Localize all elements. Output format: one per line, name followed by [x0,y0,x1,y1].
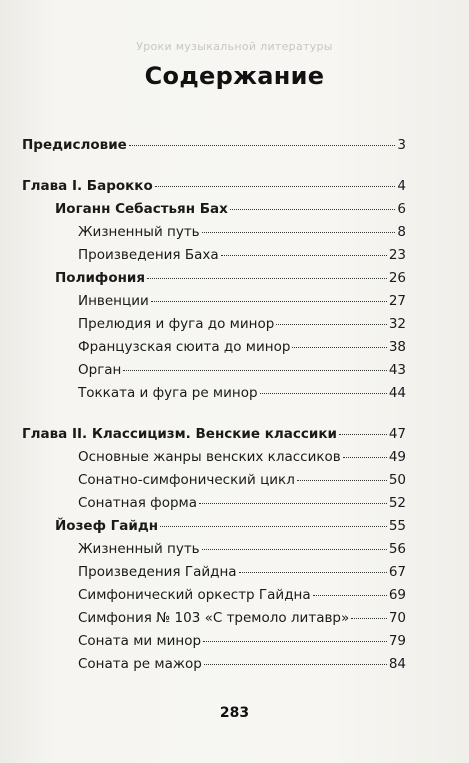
toc-entry-page: 69 [388,587,406,603]
toc-entry-label: Прелюдия и фуга до минор [78,316,275,332]
toc-entry-page: 70 [388,610,406,626]
toc-entry-haydn[interactable] [55,517,406,535]
toc-entry-preface[interactable] [22,136,406,154]
toc-entry-label: Основные жанры венских классиков [78,449,341,465]
toc-entry-prelude-fugue[interactable] [78,315,406,333]
page-title: Содержание [144,62,325,90]
toc-entry-label: Французская сюита до минор [78,339,291,355]
leader-dots [123,370,386,371]
toc-entry-label: Симфонический оркестр Гайдна [78,587,311,603]
toc-entry-label: Жизненный путь [78,541,200,557]
leader-dots [313,595,387,596]
toc-entry-label: Соната ре мажор [78,656,202,672]
toc-entry-page: 23 [388,247,406,263]
toc-entry-label: Токката и фуга ре минор [78,385,258,401]
leader-dots [151,301,387,302]
toc-entry-page: 6 [397,201,406,217]
page-number: 283 [219,705,250,721]
leader-dots [199,503,387,504]
leader-dots [204,664,387,665]
toc-entry-chapter-1[interactable] [22,177,406,195]
toc-entry-page: 79 [388,633,406,649]
toc-entry-sonata-d-major[interactable] [78,655,406,673]
toc-entry-label: Произведения Баха [78,247,219,263]
toc-entry-page: 49 [388,449,406,465]
leader-dots [239,572,387,573]
toc-entry-label: Глава I. Барокко [22,178,153,194]
leader-dots [202,549,387,550]
toc-entry-sonata-form[interactable] [78,494,406,512]
toc-entry-label: Глава II. Классицизм. Венские классики [22,426,337,442]
toc-entry-page: 38 [388,339,406,355]
toc-entry-label: Предисловие [22,137,127,153]
leader-dots [276,324,387,325]
toc-entry-sonata-e-minor[interactable] [78,632,406,650]
toc-entry-haydn-life[interactable] [78,540,406,558]
toc-entry-page: 27 [388,293,406,309]
toc-entry-bach[interactable] [55,200,406,218]
toc-entry-page: 3 [397,137,406,153]
toc-entry-genres[interactable] [78,448,406,466]
leader-dots [202,232,396,233]
leader-dots [351,618,387,619]
toc-entry-page: 44 [388,385,406,401]
toc-entry-page: 56 [388,541,406,557]
toc-entry-symphony-103[interactable] [78,609,406,627]
leader-dots [343,457,387,458]
toc-entry-french-suite[interactable] [78,338,406,356]
toc-entry-page: 52 [388,495,406,511]
leader-dots [292,347,386,348]
toc-entry-label: Полифония [55,270,146,286]
toc-entry-page: 43 [388,362,406,378]
leader-dots [339,434,387,435]
toc-entry-polyphony[interactable] [55,269,406,287]
toc-entry-bach-life[interactable] [78,223,406,241]
toc-entry-bach-works[interactable] [78,246,406,264]
toc-entry-page: 84 [388,656,406,672]
leader-dots [129,145,396,146]
toc-entry-page: 8 [397,224,406,240]
toc-entry-label: Произведения Гайдна [78,564,237,580]
toc-entry-label: Сонатная форма [78,495,197,511]
toc-entry-page: 47 [388,426,406,442]
leader-dots [203,641,387,642]
toc-entry-label: Симфония № 103 «С тремоло литавр» [78,610,350,626]
toc-entry-label: Орган [78,362,122,378]
toc-entry-haydn-orchestra[interactable] [78,586,406,604]
toc-entry-inventions[interactable] [78,292,406,310]
toc-entry-page: 32 [388,316,406,332]
leader-dots [155,186,396,187]
leader-dots [160,526,387,527]
toc-entry-page: 67 [388,564,406,580]
toc-entry-sonata-cycle[interactable] [78,471,406,489]
toc-entry-page: 4 [397,178,406,194]
toc-entry-label: Иоганн Себастьян Бах [55,201,228,217]
toc-entry-toccata[interactable] [78,384,406,402]
leader-dots [147,278,387,279]
leader-dots [297,480,387,481]
toc-entry-chapter-2[interactable] [22,425,406,443]
toc-entry-label: Жизненный путь [78,224,200,240]
toc-entry-label: Инвенции [78,293,149,309]
toc-entry-page: 50 [388,472,406,488]
toc-entry-haydn-works[interactable] [78,563,406,581]
toc-entry-label: Йозеф Гайдн [55,518,159,534]
leader-dots [230,209,396,210]
toc-entry-page: 55 [388,518,406,534]
leader-dots [260,393,387,394]
toc-entry-label: Сонатно-симфонический цикл [78,472,295,488]
toc-entry-page: 26 [388,270,406,286]
leader-dots [221,255,387,256]
running-head: Уроки музыкальной литературы [136,40,333,53]
toc-entry-organ[interactable] [78,361,406,379]
toc-entry-label: Соната ми минор [78,633,202,649]
